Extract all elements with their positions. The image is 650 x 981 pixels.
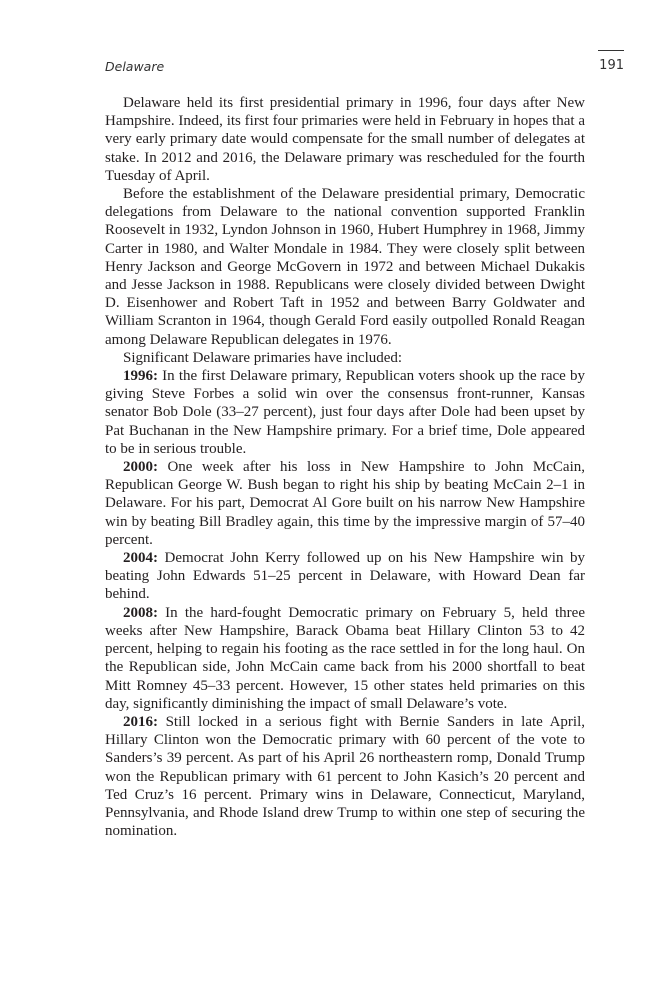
entry-text: Democrat John Kerry followed up on his New Hampshire win by beating John Edwards 51–25 percent in Delaware, with Howard Dean far behind. bbox=[105, 550, 585, 603]
entry-text: In the first Delaware primary, Republican voters shook up the race by giving Steve Forbes a solid win over the consensus front-runner, Kansas senator Bob Dole (33–27 percent), just four days after Dole had been upset by Pat Buchanan in the New Hampshire primary. For a brief time, Dole appeared to be in serious trouble. bbox=[105, 368, 585, 457]
primary-entry-2004 bbox=[105, 549, 585, 604]
primary-entry-2016 bbox=[105, 713, 585, 840]
paragraph: Before the establishment of the Delaware presidential primary, Democratic delegations from Delaware to the national convention supported Franklin Roosevelt in 1932, Lyndon Johnson in 1960, Hubert Humphrey in 1968, Jimmy Carter in 1980, and Walter Mondale in 1984. They were closely split between Henry Jackson and George McGovern in 1972 and between Michael Dukakis and Jesse Jackson in 1988. Republicans were closely divided between Dwight D. Eisenhower and Robert Taft in 1952 and between Barry Goldwater and William Scranton in 1964, though Gerald Ford easily outpolled Ronald Reagan among Delaware Republican delegates in 1976. bbox=[105, 186, 585, 348]
entry-year: 1996: bbox=[123, 368, 158, 385]
body-text bbox=[105, 94, 585, 840]
primary-entry-2008 bbox=[105, 604, 585, 713]
entry-text: In the hard-fought Democratic primary on February 5, held three weeks after New Hampshire, Barack Obama beat Hillary Clinton 53 to 42 percent, helping to regain his footing as the race settled in for the long haul. On the Republican side, John McCain came back from his 2000 shortfall to beat Mitt Romney 45–33 percent. However, 15 other states held primaries on this day, significantly diminishing the impact of small Delaware’s vote. bbox=[105, 604, 585, 712]
header-rule bbox=[598, 50, 624, 51]
running-head: Delaware bbox=[105, 59, 165, 74]
primary-entry-2000 bbox=[105, 458, 585, 549]
page-number: 191 bbox=[599, 58, 624, 73]
paragraph: Delaware held its first presidential primary in 1996, four days after New Hampshire. Indeed, its first four primaries were held in February in hopes that a very early primary date would compensate for the small number of delegates at stake. In 2012 and 2016, the Delaware primary was rescheduled for the fourth Tuesday of April. bbox=[105, 95, 585, 184]
entry-text: One week after his loss in New Hampshire to John McCain, Republican George W. Bush began to right his ship by beating McCain 2–1 in Delaware. For his part, Democrat Al Gore built on his narrow New Hampshire win by beating Bill Bradley again, this time by the impressive margin of 57–40 percent. bbox=[105, 459, 585, 548]
entry-year: 2000: bbox=[123, 459, 158, 476]
entry-year: 2016: bbox=[123, 713, 158, 730]
paragraph: Significant Delaware primaries have included: bbox=[123, 349, 403, 366]
entry-year: 2004: bbox=[123, 550, 158, 567]
primary-entry-1996 bbox=[105, 367, 585, 458]
entry-text: Still locked in a serious fight with Bernie Sanders in late April, Hillary Clinton won the Democratic primary with 60 percent of the vote to Sanders’s 39 percent. As part of his April 26 northeastern romp, Donald Trump won the Republican primary with 61 percent to John Kasich’s 20 percent and Ted Cruz’s 16 percent. Primary wins in Delaware, Connecticut, Maryland, Pennsylvania, and Rhode Island drew Trump to within one step of securing the nomination. bbox=[105, 713, 585, 840]
entry-year: 2008: bbox=[123, 604, 158, 621]
